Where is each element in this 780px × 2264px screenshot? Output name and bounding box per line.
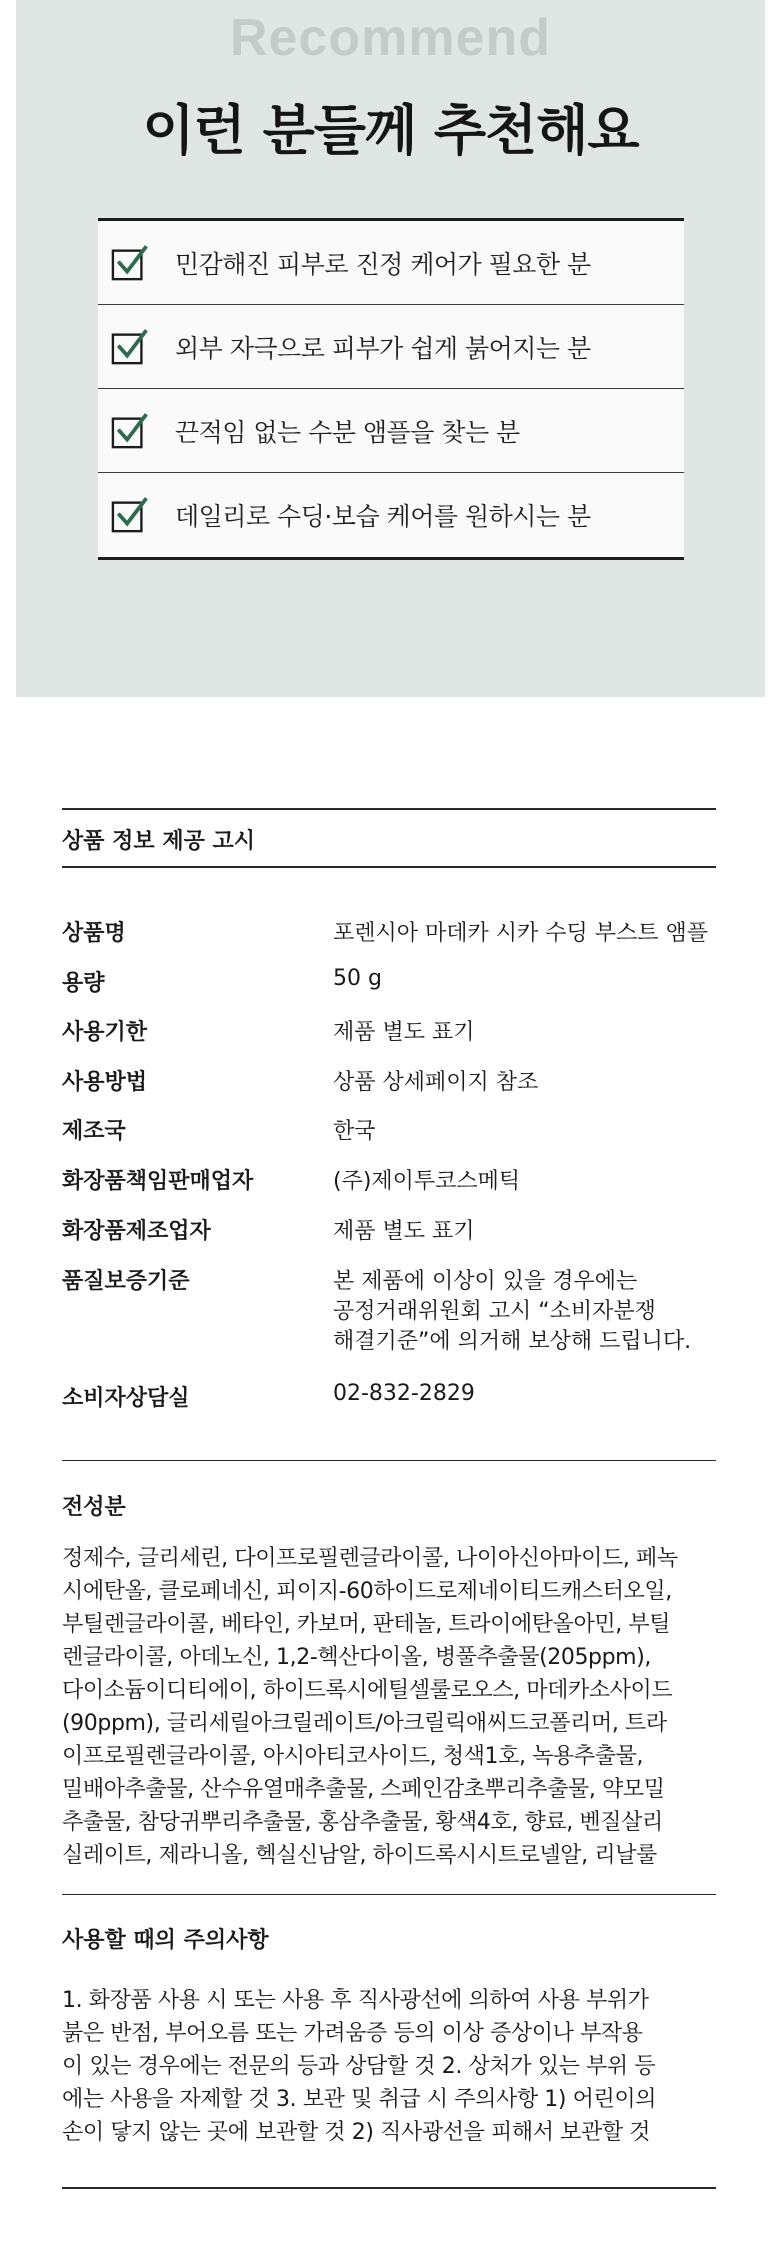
notice-value: 상품 상세페이지 참조 (333, 1070, 539, 1095)
notice-label: 용량 (62, 971, 105, 996)
checklist-item (98, 221, 684, 305)
notice-label: 소비자상담실 (62, 1386, 190, 1411)
notice-label: 화장품책임판매업자 (62, 1169, 254, 1194)
ingredients-line: 실레이트, 제라니올, 헥실신남알, 하이드록시시트로넬알, 리날룰 (62, 1843, 657, 1868)
notice-value: 본 제품에 이상이 있을 경우에는 (333, 1269, 638, 1294)
ingredients-line: 이프로필렌글라이콜, 아시아티코사이드, 청색1호, 녹용추출물, (62, 1744, 644, 1769)
ingredients-line: 밀배아추출물, 산수유열매추출물, 스페인감초뿌리추출물, 약모밀 (62, 1777, 665, 1802)
notice-value: 포렌시아 마데카 시카 수딩 부스트 앰플 (333, 921, 708, 946)
checklist-item (98, 473, 684, 557)
notice-label: 사용기한 (62, 1020, 148, 1045)
ingredients-line: 부틸렌글라이콜, 베타인, 카보머, 판테놀, 트라이에탄올아민, 부틸 (62, 1612, 671, 1637)
checklist-item-label: 끈적임 없는 수분 앰플을 찾는 분 (175, 417, 520, 447)
divider (62, 866, 716, 868)
ingredients-line: 다이소듐이디티에이, 하이드록시에틸셀룰로오스, 마데카소사이드 (62, 1678, 673, 1703)
checklist-item-label: 데일리로 수딩·보습 케어를 원하시는 분 (175, 502, 591, 531)
caution-line: 손이 닿지 않는 곳에 보관할 것 2) 직사광선을 피해서 보관할 것 (62, 2120, 651, 2145)
caution-line: 이 있는 경우에는 전문의 등과 상담할 것 2. 상처가 있는 부위 등 (62, 2054, 656, 2079)
divider (62, 2187, 716, 2189)
checkbox-checked-icon (111, 496, 149, 534)
ingredients-text (62, 1542, 722, 1872)
notice-value: 제품 별도 표기 (333, 1219, 475, 1244)
recommend-checklist (98, 218, 684, 560)
ingredients-line: 시에탄올, 클로페네신, 피이지-60하이드로제네이티드캐스터오일, (62, 1579, 672, 1604)
notice-value: 02-832-2829 (333, 1381, 475, 1406)
notice-label: 상품명 (62, 921, 126, 946)
notice-label: 제조국 (62, 1119, 126, 1144)
recommend-title: 이런 분들께 추천해요 (142, 99, 639, 162)
notice-value: 해결기준”에 의거해 보상해 드립니다. (333, 1329, 692, 1354)
caution-line: 1. 화장품 사용 시 또는 사용 후 직사광선에 의하여 사용 부위가 (62, 1988, 649, 2013)
ingredients-line: 정제수, 글리세린, 다이프로필렌글라이콜, 나이아신아마이드, 페녹 (62, 1546, 678, 1571)
notice-value: 한국 (333, 1119, 376, 1144)
checkbox-checked-icon (111, 412, 149, 450)
checkbox-checked-icon (111, 328, 149, 366)
notice-label: 품질보증기준 (62, 1269, 190, 1294)
divider (62, 1894, 716, 1895)
checklist-item (98, 305, 684, 389)
notice-value: (주)제이투코스메틱 (333, 1169, 521, 1194)
recommend-eyebrow: Recommend (229, 9, 552, 67)
ingredients-line: 추출물, 참당귀뿌리추출물, 홍삼추출물, 황색4호, 향료, 벤질살리 (62, 1810, 663, 1835)
checklist-item (98, 389, 684, 473)
divider (62, 1460, 716, 1461)
notice-value: 제품 별도 표기 (333, 1020, 475, 1045)
recommend-section (16, 0, 765, 697)
ingredients-title: 전성분 (62, 1495, 126, 1520)
checkbox-checked-icon (111, 244, 149, 282)
notice-label: 사용방법 (62, 1070, 148, 1095)
notice-value: 50 g (333, 966, 382, 991)
caution-line: 에는 사용을 자제할 것 3. 보관 및 취급 시 주의사항 1) 어린이의 (62, 2087, 657, 2112)
checklist-item-label: 민감해진 피부로 진정 케어가 필요한 분 (175, 249, 591, 279)
ingredients-line: (90ppm), 글리세릴아크릴레이트/아크릴릭애씨드코폴리머, 트라 (62, 1711, 667, 1736)
divider (62, 808, 716, 810)
caution-text (62, 1984, 722, 2149)
notice-title: 상품 정보 제공 고시 (62, 829, 255, 854)
caution-title: 사용할 때의 주의사항 (62, 1928, 269, 1953)
notice-value: 공정거래위원회 고시 “소비자분쟁 (333, 1299, 656, 1324)
notice-label: 화장품제조업자 (62, 1219, 211, 1244)
ingredients-line: 렌글라이콜, 아데노신, 1,2-헥산다이올, 병풀추출물(205ppm), (62, 1645, 651, 1670)
caution-line: 붉은 반점, 부어오름 또는 가려움증 등의 이상 증상이나 부작용 (62, 2021, 643, 2046)
checklist-item-label: 외부 자극으로 피부가 쉽게 붉어지는 분 (175, 333, 591, 363)
